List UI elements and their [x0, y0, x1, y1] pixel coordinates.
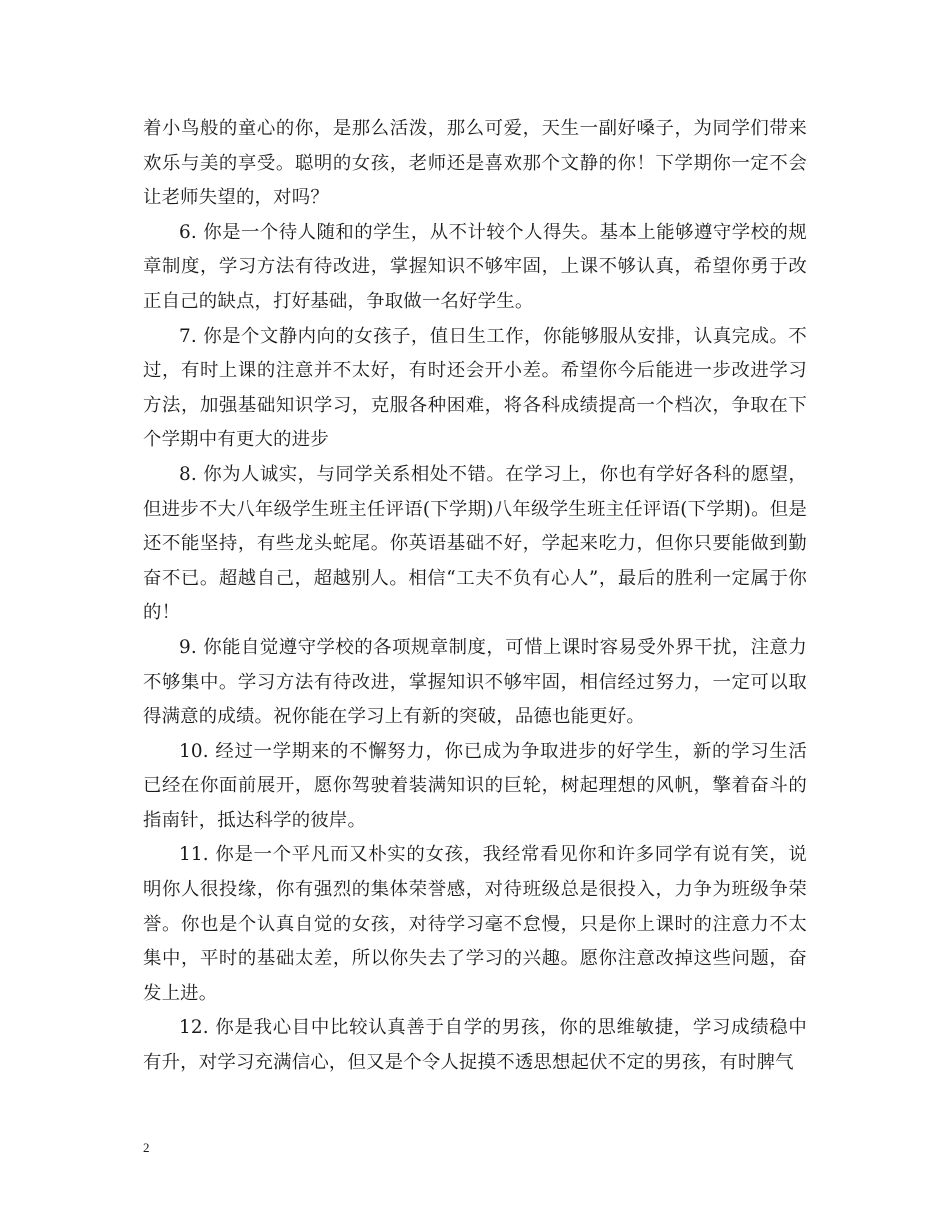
paragraph-item-9: 9. 你能自觉遵守学校的各项规章制度，可惜上课时容易受外界干扰，注意力不够集中。学习方法有待改进，掌握知识不够牢固，相信经过努力，一定可以取得满意的成绩。祝你能在学习上有新的突破，品德也能更好。 [143, 636, 807, 728]
paragraph-item-12: 12. 你是我心目中比较认真善于自学的男孩，你的思维敏捷，学习成绩稳中有升，对学习充满信心，但又是个令人捉摸不透思想起伏不定的男孩，有时脾气 [143, 1017, 807, 1074]
paragraph-item-6: 6. 你是一个待人随和的学生，从不计较个人得失。基本上能够遵守学校的规章制度，学习方法有待改进，掌握知识不够牢固，上课不够认真，希望你勇于改正自己的缺点，打好基础，争取做一名好学生。 [143, 221, 807, 312]
paragraph-item-11: 11. 你是一个平凡而又朴实的女孩，我经常看见你和许多同学有说有笑，说明你人很投缘，你有强烈的集体荣誉感，对待班级总是很投入，力争为班级争荣誉。你也是个认真自觉的女孩，对待学习毫不怠慢，只是你上课时的注意力不太集中，平时的基础太差，所以你失去了学习的兴趣。愿你注意改掉这些问题，奋发上进。 [143, 844, 807, 1004]
paragraph-item-7: 7. 你是个文静内向的女孩子，值日生工作，你能够服从安排，认真完成。不过，有时上课的注意并不太好，有时还会开小差。希望你今后能进一步改进学习方法，加强基础知识学习，克服各种困难，将各科成绩提高一个档次，争取在下个学期中有更大的进步 [143, 325, 807, 451]
page-number: 2 [143, 1140, 150, 1155]
document-body [143, 112, 807, 1081]
paragraph-item-8: 8. 你为人诚实，与同学关系相处不错。在学习上，你也有学好各科的愿望，但进步不大八年级学生班主任评语(下学期)八年级学生班主任评语(下学期)。但是还不能坚持，有些龙头蛇尾。你英语基础不好，学起来吃力，但你只要能做到勤奋不已。超越自己，超越别人。相信“工夫不负有心人”，最后的胜利一定属于你的！ [143, 463, 807, 624]
paragraph-item-10: 10. 经过一学期来的不懈努力，你已成为争取进步的好学生，新的学习生活已经在你面前展开，愿你驾驶着装满知识的巨轮，树起理想的风帆，擎着奋斗的指南针，抵达科学的彼岸。 [143, 740, 807, 831]
paragraph-continued: 着小鸟般的童心的你，是那么活泼，那么可爱，天生一副好嗓子，为同学们带来欢乐与美的享受。聪明的女孩，老师还是喜欢那个文静的你！下学期你一定不会让老师失望的，对吗？ [143, 118, 807, 209]
